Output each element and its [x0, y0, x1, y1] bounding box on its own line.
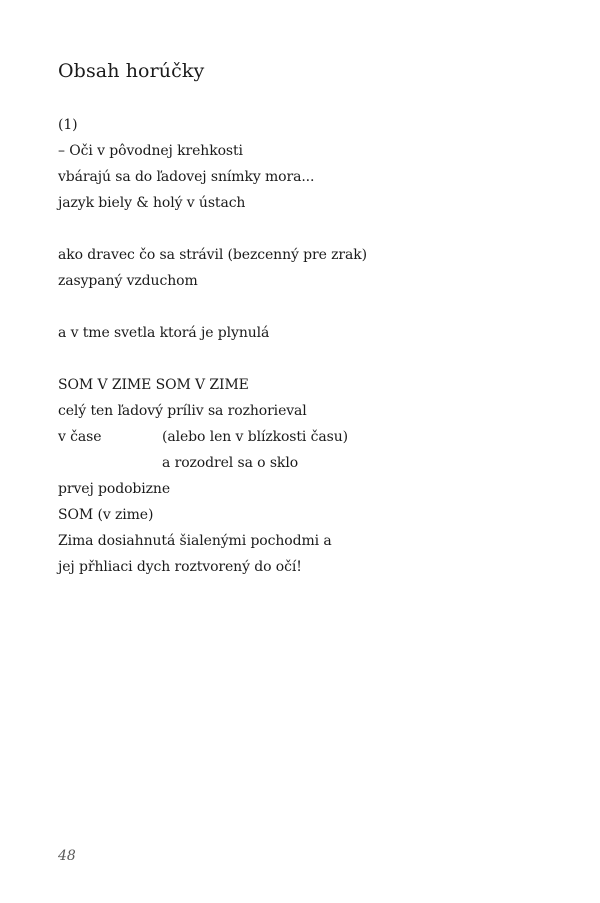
poem-line: a v tme svetla ktorá je plynulá — [58, 325, 270, 341]
stanza-3 — [58, 320, 558, 346]
poem-line-right: (alebo len v blízkosti času) — [162, 429, 348, 445]
poem-line: vbárajú sa do ľadovej snímky mora... — [58, 169, 315, 185]
stanza-4 — [58, 372, 558, 580]
poem-line: Zima dosiahnutá šialenými pochodmi a — [58, 533, 332, 549]
poem-line-split — [58, 424, 558, 450]
section-marker: (1) — [58, 117, 78, 133]
poem-line: a rozodrel sa o sklo — [162, 455, 299, 471]
poem-line: prvej podobizne — [58, 481, 171, 497]
poem-line: jazyk biely & holý v ústach — [58, 195, 246, 211]
poem-title: Obsah horúčky — [58, 60, 205, 82]
poem-line: ako dravec čo sa strávil (bezcenný pre zrak) — [58, 247, 368, 263]
poem-line-left: v čase — [58, 429, 102, 445]
page-number: 48 — [58, 848, 76, 864]
poem-line: SOM (v zime) — [58, 507, 154, 523]
stanza-1 — [58, 138, 558, 216]
poem-line: jej přhliaci dych roztvorený do očí! — [58, 559, 302, 575]
poem-line: SOM V ZIME SOM V ZIME — [58, 377, 249, 393]
stanza-2 — [58, 242, 558, 294]
poem-line: celý ten ľadový príliv sa rozhorieval — [58, 403, 307, 419]
poem-line: – Oči v pôvodnej krehkosti — [58, 143, 243, 159]
stanza-gap — [58, 294, 558, 320]
stanza-gap — [58, 346, 558, 372]
poem-line: zasypaný vzduchom — [58, 273, 198, 289]
poem-body — [58, 112, 558, 580]
poem-line-indented — [58, 450, 558, 476]
stanza-gap — [58, 216, 558, 242]
